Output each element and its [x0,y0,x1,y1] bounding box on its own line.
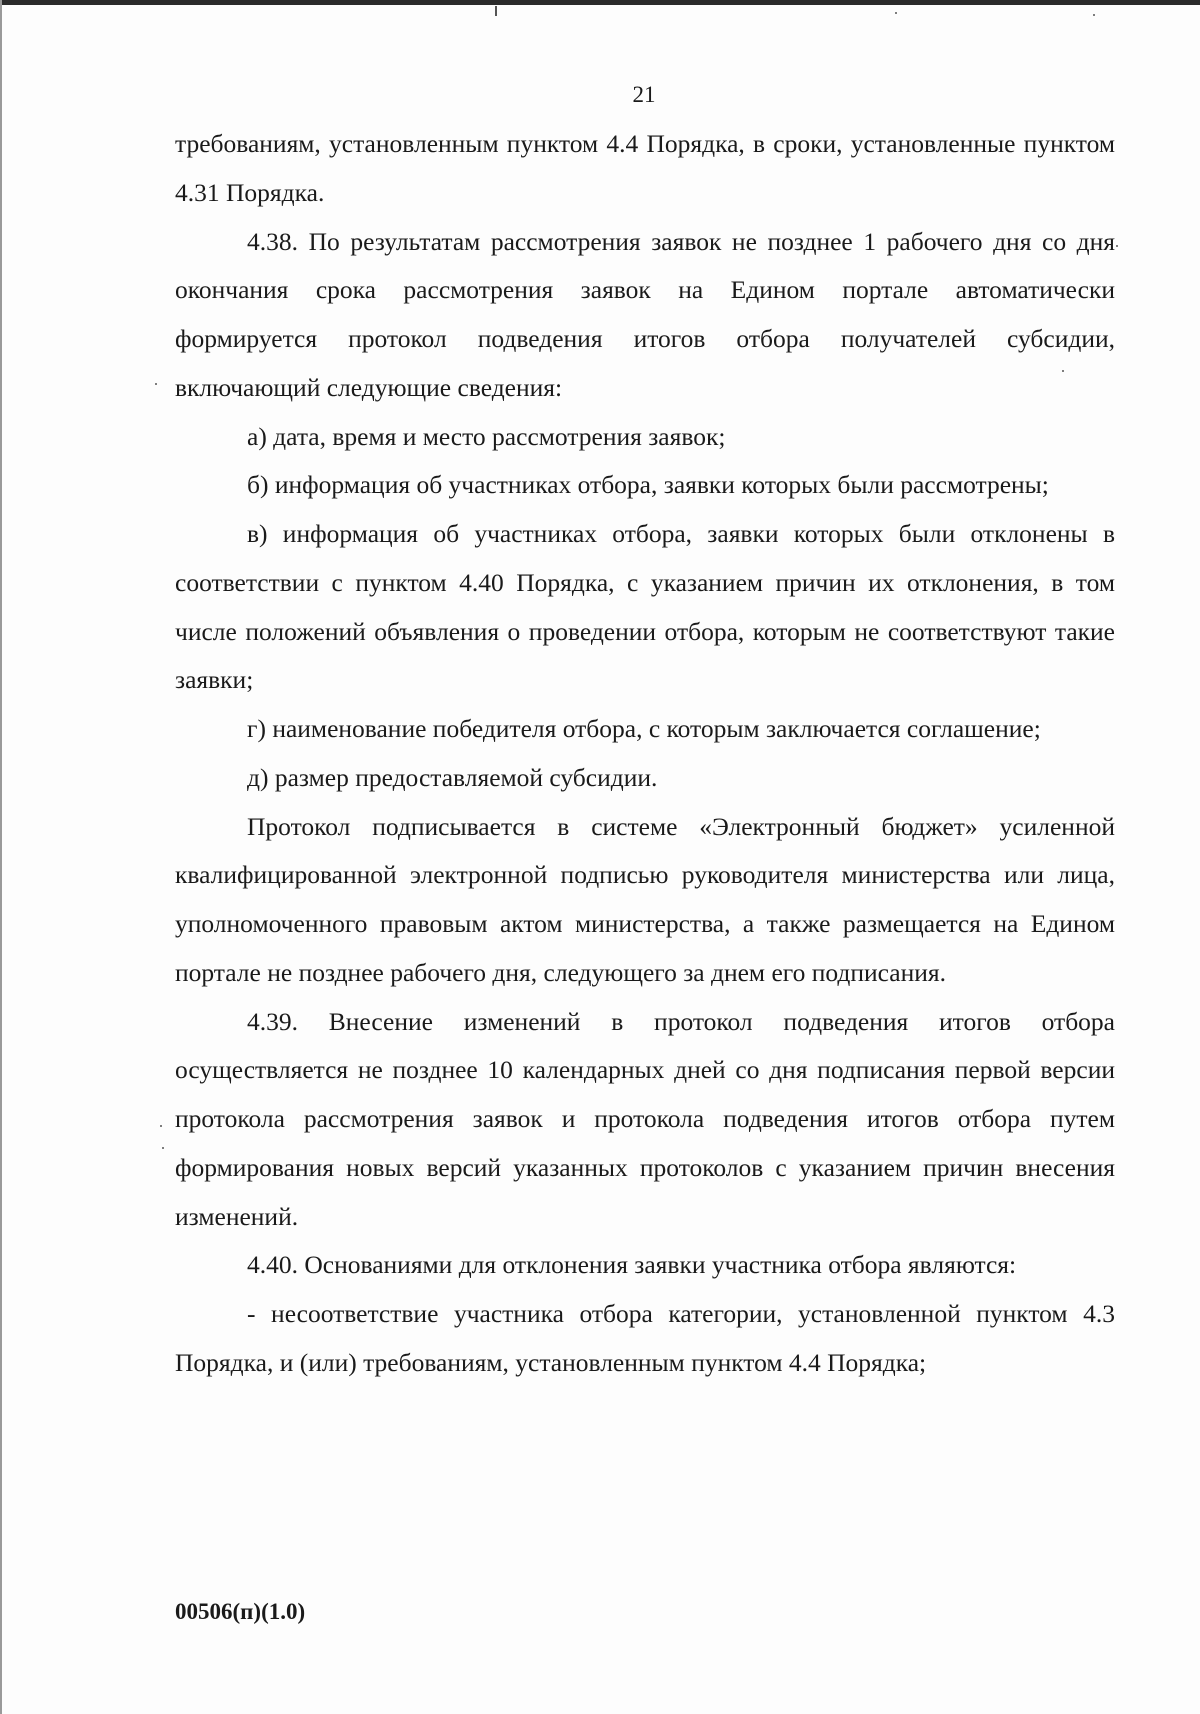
paragraph-4-39: 4.39. Внесение изменений в протокол подведения итогов отбора осуществляется не позднее 10 календарных дней со дня подписания первой версии протокола рассмотрения заявок и протокола подведения итогов отбора путем формирования новых версий указанных протоколов с указанием причин внесения изменений. [175,1006,1115,1231]
scan-speck [162,1147,164,1149]
list-item-g: г) наименование победителя отбора, с которым заключается соглашение; [247,714,1041,743]
scan-speck [1116,245,1118,247]
list-item-dash: - несоответствие участника отбора категории, установленной пунктом 4.3 Порядка, и (или) требованиям, установленным пунктом 4.4 Порядка; [175,1299,1115,1377]
scan-top-edge [0,0,1200,5]
scan-speck [495,6,497,16]
scan-left-edge [0,0,2,1714]
document-code: 00506(п)(1.0) [175,1599,306,1624]
list-item-b: б) информация об участниках отбора, заявки которых были рассмотрены; [247,470,1049,500]
scan-speck [160,1125,162,1127]
paragraph-4-38: 4.38. По результатам рассмотрения заявок не позднее 1 рабочего дня со дня окончания срока рассмотрения заявок на Едином портале автоматически формируется протокол подведения итогов отбора получателей субсидии, включающий следующие сведения: [175,226,1115,402]
document-body [175,120,1115,1388]
scan-speck [155,383,157,385]
list-item-a: а) дата, время и место рассмотрения заявок; [247,421,726,451]
paragraph-protocol-signing: Протокол подписывается в системе «Электронный бюджет» усиленной квалифицированной электронной подписью руководителя министерства или лица, уполномоченного правовым актом министерства, а также размещается на Едином портале не позднее рабочего дня, следующего за днем его подписания. [175,811,1115,987]
page-number: 21 [632,82,656,107]
scan-speck [1062,370,1064,372]
scan-speck [1093,14,1095,16]
paragraph-continuation: требованиям, установленным пунктом 4.4 Порядка, в сроки, установленные пунктом 4.31 Порядка. [175,129,1115,207]
paragraph-4-40: 4.40. Основаниями для отклонения заявки участника отбора являются: [247,1250,1017,1280]
scan-speck [895,12,897,14]
list-item-d: д) размер предоставляемой субсидии. [247,762,658,792]
list-item-v: в) информация об участниках отбора, заявки которых были отклонены в соответствии с пунктом 4.40 Порядка, с указанием причин их отклонения, в том числе положений объявления о проведении отбора, которым не соответствуют такие заявки; [175,519,1115,695]
